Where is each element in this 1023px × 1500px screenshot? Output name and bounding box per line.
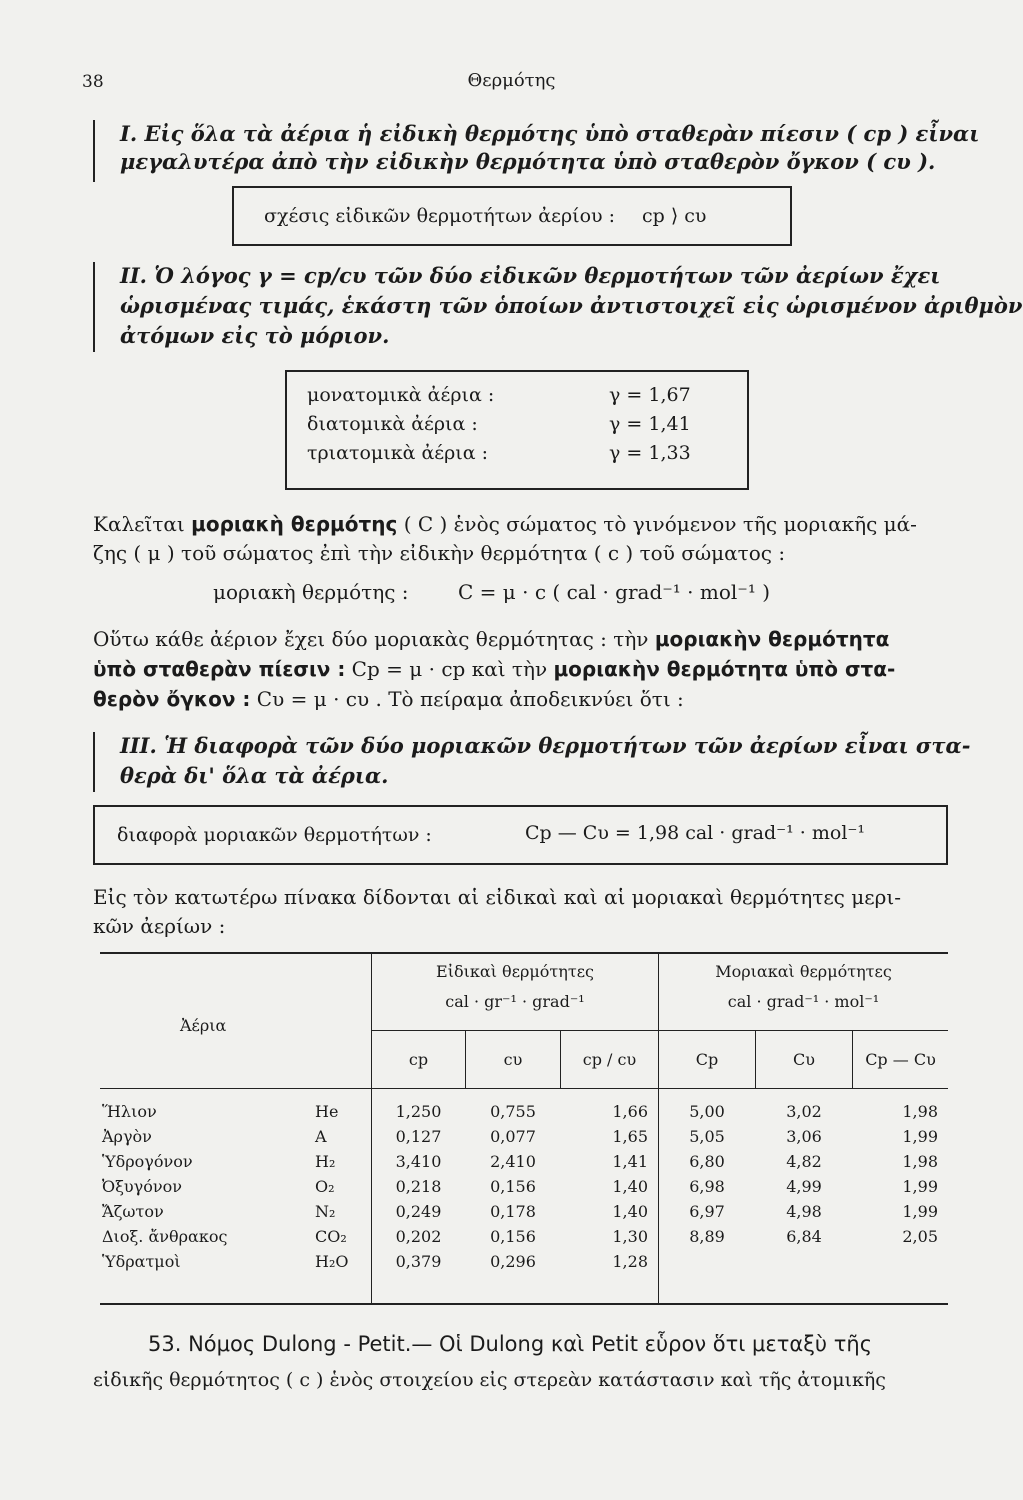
table-cell-cv: 3,06: [786, 1127, 822, 1146]
law1-margin-rule: [93, 120, 95, 182]
table-row: [100, 1177, 948, 1201]
box-gamma-values: [285, 370, 749, 490]
table-cell-symbol: CO₂: [315, 1227, 347, 1246]
table-cell-cp: 3,410: [395, 1152, 442, 1171]
table-cell-cp: 5,05: [689, 1127, 725, 1146]
table-row: [100, 1152, 948, 1176]
table-cell-ratio: 1,65: [612, 1127, 648, 1146]
table-header-gases: Ἀέρια: [180, 1016, 227, 1035]
para1-text: ( C ) ἑνὸς σώματος τὸ γινόμενον τῆς μοριακῆς μά-: [397, 512, 917, 536]
table-cell-ratio: 1,40: [612, 1202, 648, 1221]
gamma-row-label: τριατομικὰ ἀέρια :: [307, 442, 489, 464]
table-cell-ratio: 1,66: [612, 1102, 648, 1121]
law2-line3: ἀτόμων εἰς τὸ μόριον.: [120, 323, 390, 348]
table-cell-cv: 4,99: [786, 1177, 822, 1196]
box-molar-heat-difference: [93, 805, 948, 865]
para2-text: Οὕτω κάθε ἀέριον ἔχει δύο μοριακὰς θερμότητας : τὴν: [93, 627, 655, 651]
table-cell-cv: 0,178: [490, 1202, 536, 1221]
subheader-cp: cp: [408, 1050, 429, 1069]
table-subheader-rule: [372, 1030, 948, 1031]
section-53-line1: 53. Νόμος Dulong - Petit.— Οἱ Dulong καὶ Petit εὗρον ὅτι μεταξὺ τῆς: [148, 1332, 873, 1356]
table-cell-diff: 1,98: [902, 1102, 938, 1121]
box3-label: διαφορὰ μοριακῶν θερμοτήτων :: [117, 824, 432, 846]
table-cell-cv: 0,156: [490, 1227, 536, 1246]
para3-line2: κῶν ἀερίων :: [93, 914, 226, 938]
table-cell-name: Ὑδρατμοὶ: [102, 1252, 181, 1271]
table-cell-symbol: He: [315, 1102, 339, 1121]
table-cell-cp: 6,80: [689, 1152, 725, 1171]
table-cell-cv: 0,755: [490, 1102, 536, 1121]
table-cell-diff: 1,99: [902, 1177, 938, 1196]
subheader-Cp: Cp: [695, 1050, 719, 1069]
law2-line2: ὡρισμένας τιμάς, ἑκάστη τῶν ὁποίων ἀντιστοιχεῖ εἰς ὡρισμένον ἀριθμὸν: [120, 293, 1023, 318]
table-cell-symbol: N₂: [315, 1202, 336, 1221]
term-constant-pressure: ὑπὸ σταθερὰν πίεσιν :: [93, 657, 346, 681]
table-cell-ratio: 1,30: [612, 1227, 648, 1246]
table-cell-cv: 0,296: [490, 1252, 536, 1271]
table-cell-name: Ὀξυγόνον: [102, 1177, 182, 1196]
table-cell-cv: 0,156: [490, 1177, 536, 1196]
table-bottom-rule: [100, 1303, 948, 1305]
formula-label: μοριακὴ θερμότης :: [213, 580, 409, 604]
table-cell-name: Ἀργὸν: [102, 1127, 152, 1146]
term-molar-heat: μοριακὴ θερμότης: [191, 512, 398, 536]
para2-line3: [93, 685, 684, 714]
subheader-cv: cυ: [503, 1050, 523, 1069]
table-cell-cp: 0,379: [395, 1252, 442, 1271]
table-cell-symbol: A: [315, 1127, 327, 1146]
table-cell-name: Ἄζωτον: [102, 1202, 164, 1221]
para2-text: Cυ = μ · cυ . Τὸ πείραμα ἀποδεικνύει ὅτι :: [250, 687, 684, 711]
law2-margin-rule: [93, 262, 95, 352]
gamma-row-value: γ = 1,67: [609, 384, 691, 406]
table-cell-cp: 6,97: [689, 1202, 725, 1221]
box3-formula: Cp — Cυ = 1,98 cal · grad⁻¹ · mol⁻¹: [525, 822, 866, 844]
para2-text: Cp = μ · cp καὶ τὴν: [345, 657, 554, 681]
page-number: 38: [82, 72, 104, 92]
table-cell-cp: 1,250: [395, 1102, 442, 1121]
gamma-row-value: γ = 1,41: [609, 413, 691, 435]
table-cell-name: Ὑδρογόνον: [102, 1152, 193, 1171]
table-row: [100, 1102, 948, 1126]
table-cell-symbol: H₂O: [315, 1252, 349, 1271]
para3-line1: Εἰς τὸν κατωτέρω πίνακα δίδονται αἱ εἰδικαὶ καὶ αἱ μοριακαὶ θερμότητες μερι-: [93, 885, 901, 909]
table-cell-cv: 0,077: [490, 1127, 536, 1146]
table-cell-symbol: O₂: [315, 1177, 335, 1196]
table-cell-ratio: 1,28: [612, 1252, 648, 1271]
table-row: [100, 1252, 948, 1276]
table-header-specific-units: cal · gr⁻¹ · grad⁻¹: [445, 992, 585, 1011]
term-molar-heat-cv: μοριακὴν θερμότητα ὑπὸ στα-: [553, 657, 896, 681]
subheader-ratio: cp / cυ: [582, 1050, 637, 1069]
table-cell-cp: 0,249: [395, 1202, 442, 1221]
gamma-row-value: γ = 1,33: [609, 442, 691, 464]
subheader-diff: Cp — Cυ: [865, 1050, 936, 1069]
law2-line1: II. Ὁ λόγος γ = cp/cυ τῶν δύο εἰδικῶν θερμοτήτων τῶν ἀερίων ἔχει: [120, 263, 941, 288]
law3-line2: θερὰ δι' ὅλα τὰ ἀέρια.: [120, 763, 389, 788]
table-cell-diff: 2,05: [902, 1227, 938, 1246]
para2-line1: [93, 625, 889, 654]
table-cell-diff: 1,98: [902, 1152, 938, 1171]
table-cell-cv: 3,02: [786, 1102, 822, 1121]
section-53-line2: εἰδικῆς θερμότητος ( c ) ἑνὸς στοιχείου εἰς στερεὰν κατάστασιν καὶ τῆς ἀτομικῆς: [93, 1369, 886, 1391]
table-top-rule: [100, 952, 948, 954]
table-cell-cv: 4,98: [786, 1202, 822, 1221]
term-molar-heat-cp: μοριακὴν θερμότητα: [654, 627, 890, 651]
para1-line1: [93, 510, 917, 539]
table-cell-cv: 2,410: [490, 1152, 536, 1171]
gamma-row-label: διατομικὰ ἀέρια :: [307, 413, 478, 435]
table-cell-diff: 1,99: [902, 1127, 938, 1146]
table-cell-cp: 0,127: [395, 1127, 442, 1146]
para1-line2: ζης ( μ ) τοῦ σώματος ἐπὶ τὴν εἰδικὴν θερμότητα ( c ) τοῦ σώματος :: [93, 541, 786, 565]
law3-line1: III. Ἡ διαφορὰ τῶν δύο μοριακῶν θερμοτήτων τῶν ἀερίων εἶναι στα-: [120, 733, 971, 758]
table-header-molar: Μοριακαὶ θερμότητες: [715, 962, 892, 981]
table-header-specific: Εἰδικαὶ θερμότητες: [436, 962, 594, 981]
table-cell-diff: 1,99: [902, 1202, 938, 1221]
table-cell-cp: 8,89: [689, 1227, 725, 1246]
law3-margin-rule: [93, 732, 95, 792]
box1-label: σχέσις εἰδικῶν θερμοτήτων ἀερίου :: [264, 205, 616, 227]
table-cell-cv: 6,84: [786, 1227, 822, 1246]
term-constant-volume: θερὸν ὄγκον :: [93, 687, 251, 711]
table-cell-ratio: 1,40: [612, 1177, 648, 1196]
table-cell-cp: 5,00: [689, 1102, 725, 1121]
table-cell-cv: 4,82: [786, 1152, 822, 1171]
table-header-molar-units: cal · grad⁻¹ · mol⁻¹: [727, 992, 880, 1011]
table-cell-ratio: 1,41: [612, 1152, 648, 1171]
box-specific-heat-relation: [232, 186, 792, 246]
table-row: [100, 1127, 948, 1151]
table-cell-symbol: H₂: [315, 1152, 336, 1171]
para2-line2: [93, 655, 895, 684]
law1-line2: μεγαλυτέρα ἀπὸ τὴν εἰδικὴν θερμότητα ὑπὸ σταθερὸν ὄγκον ( cυ ).: [120, 149, 936, 174]
law1-line1: I. Εἰς ὅλα τὰ ἀέρια ἡ εἰδικὴ θερμότης ὑπὸ σταθερὰν πίεσιν ( cp ) εἶναι: [120, 121, 980, 146]
table-cell-name: Ἥλιον: [102, 1102, 157, 1121]
table-row: [100, 1202, 948, 1226]
table-cell-cp: 0,202: [395, 1227, 442, 1246]
table-header-rule: [100, 1088, 948, 1089]
running-title: Θερμότης: [467, 70, 556, 91]
box1-formula: cp ⟩ cυ: [642, 205, 707, 227]
formula-molar-heat: C = μ · c ( cal · grad⁻¹ · mol⁻¹ ): [458, 580, 771, 604]
table-cell-cp: 0,218: [395, 1177, 442, 1196]
table-cell-name: Διοξ. ἄνθρακος: [102, 1227, 228, 1246]
subheader-Cv: Cυ: [793, 1050, 815, 1069]
para1-text: Καλεῖται: [93, 512, 192, 536]
gamma-row-label: μονατομικὰ ἀέρια :: [307, 384, 495, 406]
table-cell-cp: 6,98: [689, 1177, 725, 1196]
table-row: [100, 1227, 948, 1251]
